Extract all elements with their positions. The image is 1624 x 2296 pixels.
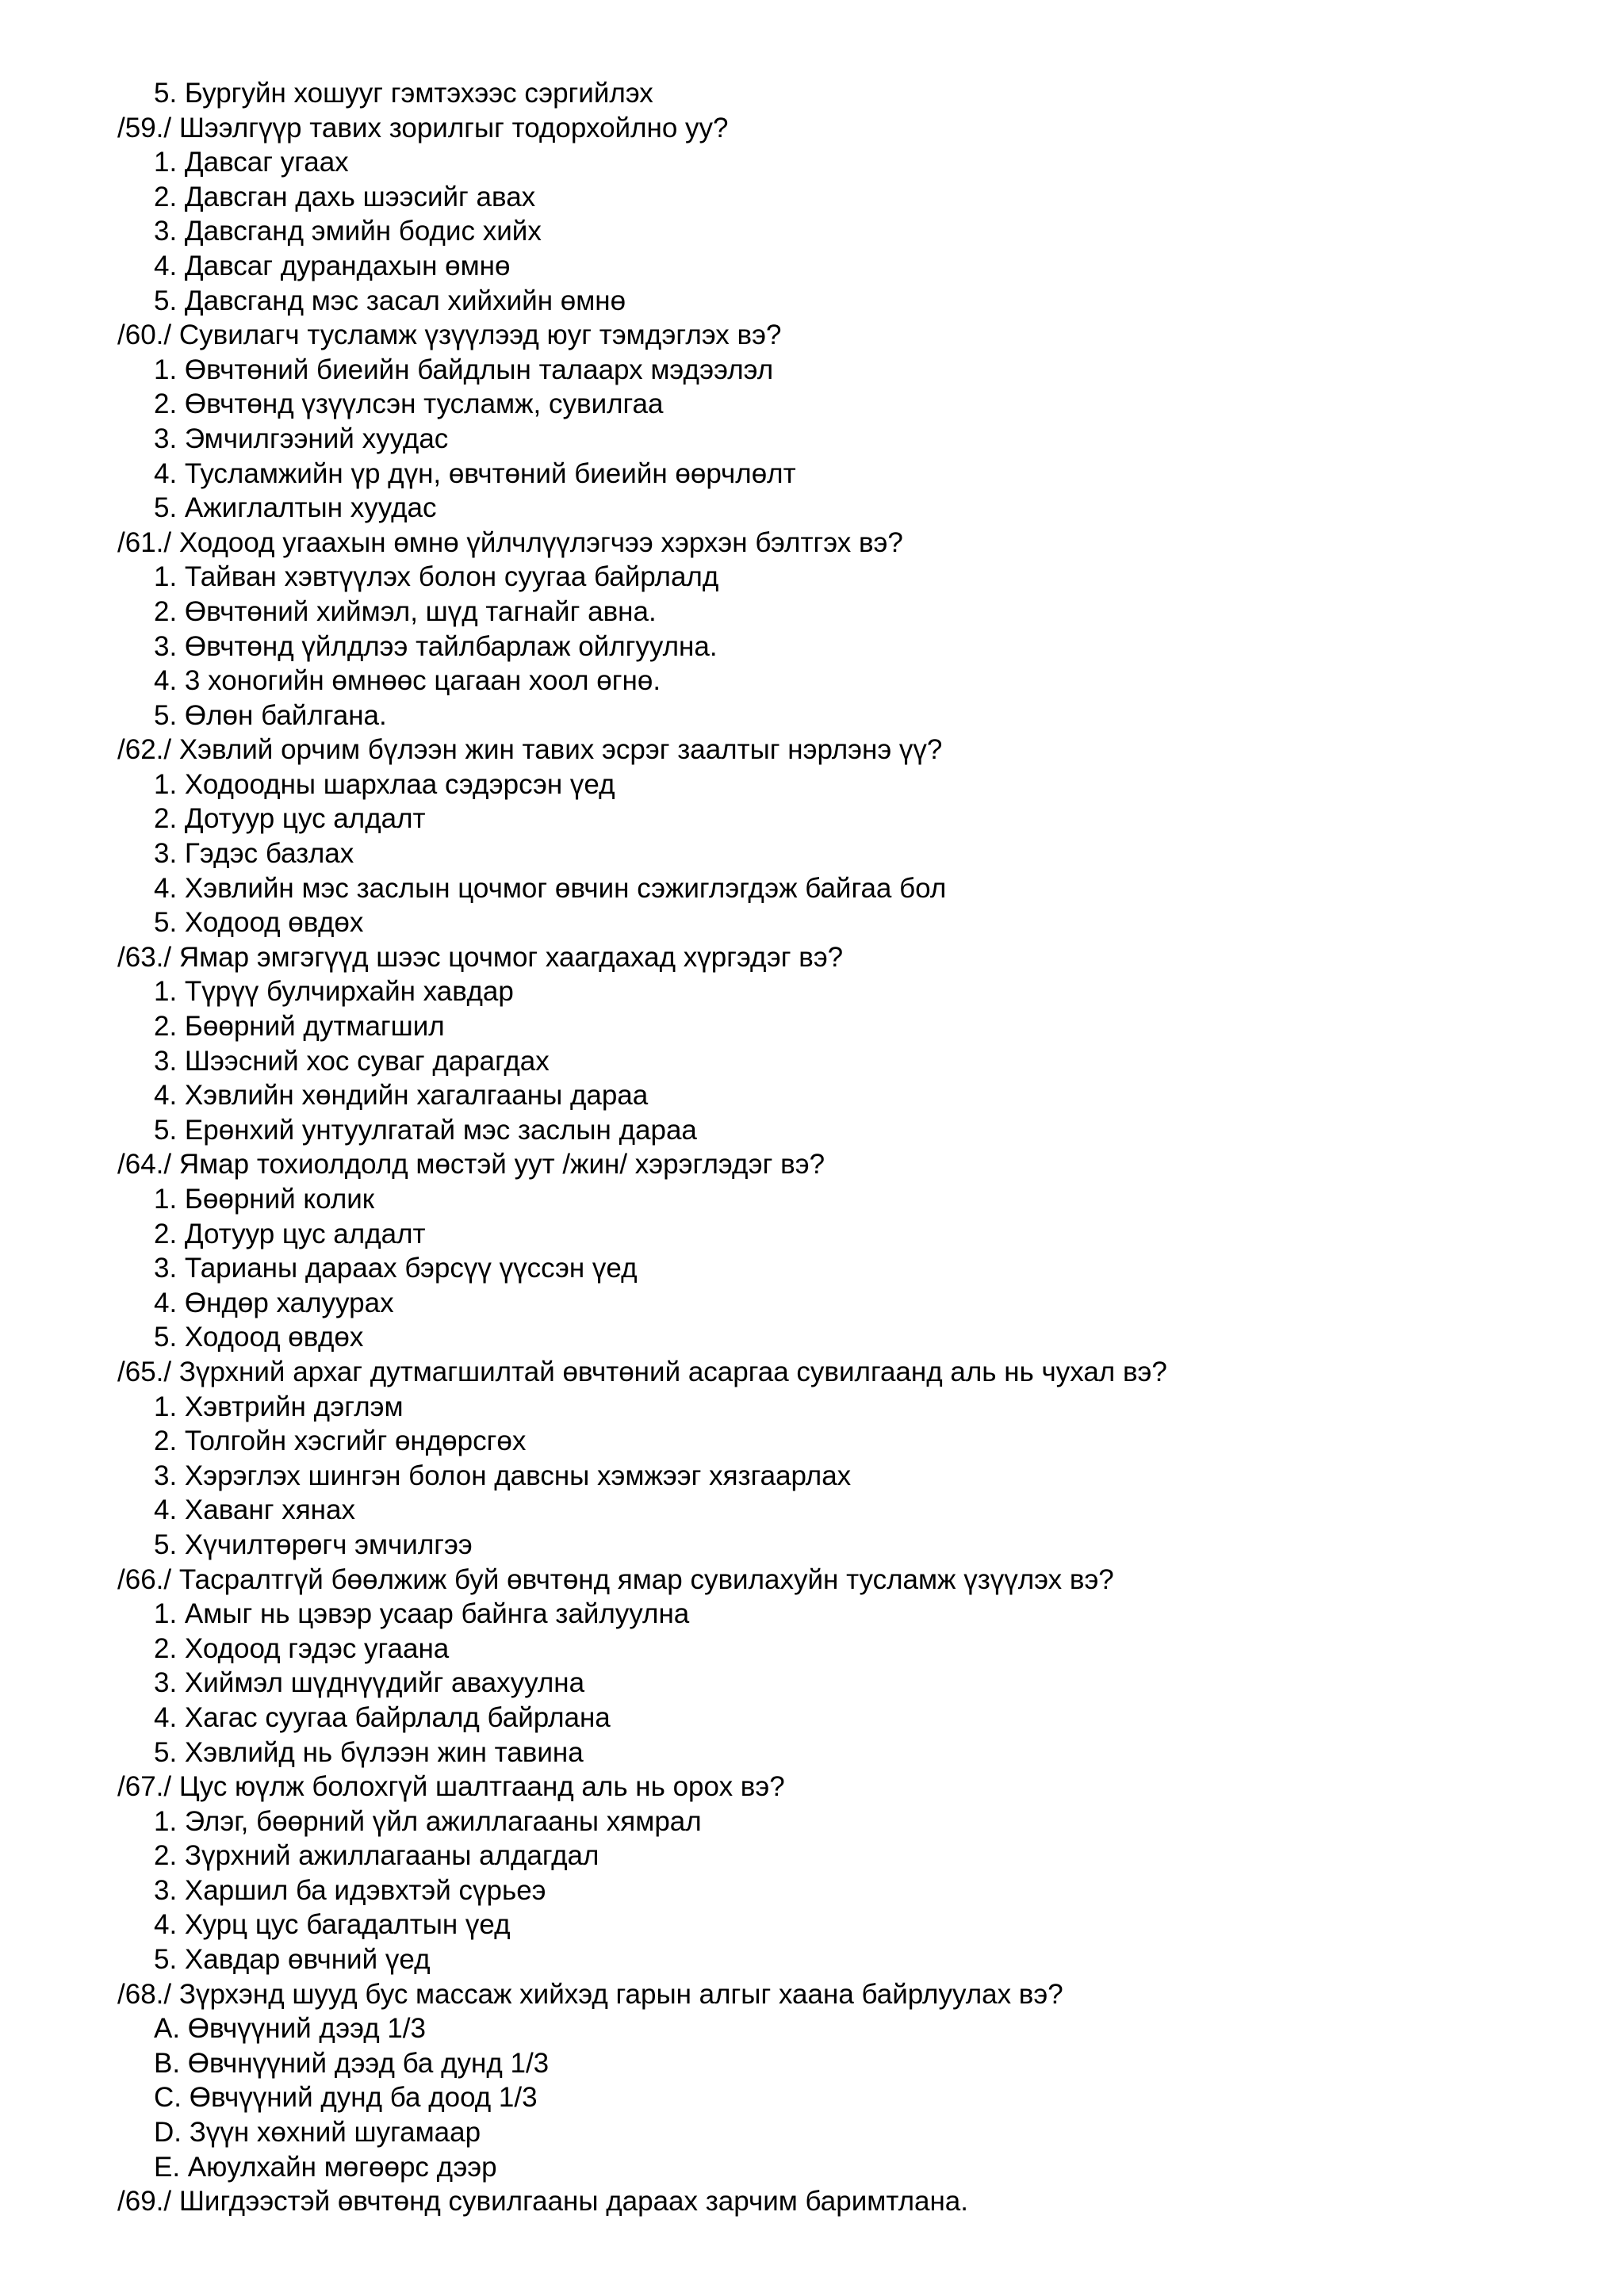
answer-option: C. Өвчүүний дунд ба доод 1/3 xyxy=(154,2082,538,2114)
answer-option: 1. Бөөрний колик xyxy=(154,1184,375,1215)
question-line: /64./ Ямар тохиолдолд мөстэй уут /жин/ хэрэглэдэг вэ? xyxy=(117,1149,825,1181)
answer-option: 1. Түрүү булчирхайн хавдар xyxy=(154,976,514,1008)
answer-option: 5. Бургуйн хошууг гэмтэхээс сэргийлэх xyxy=(154,78,653,109)
answer-option: 1. Элэг, бөөрний үйл ажиллагааны хямрал xyxy=(154,1805,702,1837)
answer-option: A. Өвчүүний дээд 1/3 xyxy=(154,2013,426,2045)
answer-option: 2. Дотуур цус алдалт xyxy=(154,803,426,835)
answer-option: 2. Өвчтөний хиймэл, шүд тагнайг авна. xyxy=(154,595,657,627)
answer-option: 4. 3 хоногийн өмнөөс цагаан хоол өгнө. xyxy=(154,665,661,697)
answer-option: 4. Хаванг хянах xyxy=(154,1494,355,1526)
question-line: /67./ Цус юүлж болохгүй шалтгаанд аль нь орох вэ? xyxy=(117,1771,785,1803)
answer-option: B. Өвчнүүний дээд ба дунд 1/3 xyxy=(154,2047,550,2079)
question-line: /66./ Тасралтгүй бөөлжиж буй өвчтөнд ямар сувилахуйн тусламж үзүүлэх вэ? xyxy=(117,1563,1114,1595)
answer-option: 5. Ходоод өвдөх xyxy=(154,1322,364,1353)
answer-option: 3. Шээсний хос суваг дарагдах xyxy=(154,1045,550,1077)
answer-option: 2. Дотуур цус алдалт xyxy=(154,1218,426,1249)
answer-option: 4. Хэвлийн хөндийн хагалгааны дараа xyxy=(154,1080,649,1112)
answer-option: 5. Давсганд мэс засал хийхийн өмнө xyxy=(154,285,626,316)
answer-option: 3. Давсганд эмийн бодис хийх xyxy=(154,216,542,247)
answer-option: 5. Хүчилтөрөгч эмчилгээ xyxy=(154,1529,473,1560)
answer-option: 2. Толгойн хэсгийг өндөрсгөх xyxy=(154,1425,527,1457)
answer-option: E. Аюулхайн мөгөөрс дээр xyxy=(154,2151,497,2183)
answer-option: 3. Хиймэл шүднүүдийг авахуулна xyxy=(154,1667,585,1699)
question-line: /68./ Зүрхэнд шууд бус массаж хийхэд гарын алгыг хаана байрлуулах вэ? xyxy=(117,1978,1063,2010)
answer-option: 4. Хурц цус багадалтын үед xyxy=(154,1909,511,1941)
answer-option: 3. Хэрэглэх шингэн болон давсны хэмжээг хязгаарлах xyxy=(154,1460,852,1491)
answer-option: 5. Хавдар өвчний үед xyxy=(154,1944,431,1976)
answer-option: 3. Гэдэс базлах xyxy=(154,838,354,870)
answer-option: 1. Ходоодны шархлаа сэдэрсэн үед xyxy=(154,768,615,800)
answer-option: 3. Эмчилгээний хуудас xyxy=(154,423,449,454)
answer-option: 3. Өвчтөнд үйлдлээ тайлбарлаж ойлгуулна. xyxy=(154,630,718,662)
answer-option: 4. Хагас суугаа байрлалд байрлана xyxy=(154,1701,611,1733)
answer-option: 4. Хэвлийн мэс заслын цочмог өвчин сэжиглэгдэж байгаа бол xyxy=(154,872,947,904)
answer-option: 3. Тарианы дараах бэрсүү үүссэн үед xyxy=(154,1253,638,1284)
answer-option: 5. Ходоод өвдөх xyxy=(154,907,364,939)
question-line: /60./ Сувилагч тусламж үзүүлээд юуг тэмдэглэх вэ? xyxy=(117,320,782,351)
question-line: /61./ Ходоод угаахын өмнө үйлчлүүлэгчээ хэрхэн бэлтгэх вэ? xyxy=(117,526,903,558)
question-line: /62./ Хэвлий орчим бүлээн жин тавих эсрэг заалтыг нэрлэнэ үү? xyxy=(117,734,943,766)
answer-option: 1. Давсаг угаах xyxy=(154,147,349,178)
answer-option: 2. Зүрхний ажиллагааны алдагдал xyxy=(154,1840,599,1872)
question-line: /63./ Ямар эмгэгүүд шээс цочмог хаагдахад хүргэдэг вэ? xyxy=(117,941,844,973)
answer-option: 4. Давсаг дурандахын өмнө xyxy=(154,250,511,281)
answer-option: 5. Өлөн байлгана. xyxy=(154,699,387,731)
answer-option: 2. Бөөрний дутмагшил xyxy=(154,1011,445,1043)
answer-option: 5. Хэвлийд нь бүлээн жин тавина xyxy=(154,1736,584,1768)
question-line: /59./ Шээлгүүр тавих зорилгыг тодорхойлно уу? xyxy=(117,112,729,144)
answer-option: 3. Харшил ба идэвхтэй сүрьеэ xyxy=(154,1874,546,1906)
question-list xyxy=(0,76,1624,2219)
question-line: /69./ Шигдээстэй өвчтөнд сувилгааны дараах зарчим баримтлана. xyxy=(117,2186,968,2218)
answer-option: 1. Тайван хэвтүүлэх болон суугаа байрлалд xyxy=(154,561,719,593)
answer-option: 5. Ажиглалтын хуудас xyxy=(154,492,437,524)
answer-option: 2. Өвчтөнд үзүүлсэн тусламж, сувилгаа xyxy=(154,388,664,420)
answer-option: 4. Тусламжийн үр дүн, өвчтөний биеийн өөрчлөлт xyxy=(154,457,796,489)
answer-option: 4. Өндөр халуурах xyxy=(154,1287,394,1318)
answer-option: 1. Өвчтөний биеийн байдлын талаарх мэдээлэл xyxy=(154,354,774,385)
answer-option: 1. Амыг нь цэвэр усаар байнга зайлуулна xyxy=(154,1598,690,1630)
answer-option: 2. Ходоод гэдэс угаана xyxy=(154,1632,450,1664)
answer-option: 2. Давсган дахь шээсийг авах xyxy=(154,181,536,212)
answer-option: D. Зүүн хөхний шугамаар xyxy=(154,2117,481,2149)
answer-option: 1. Хэвтрийн дэглэм xyxy=(154,1391,404,1422)
question-line: /65./ Зүрхний архаг дутмагшилтай өвчтөний асаргаа сувилгаанд аль нь чухал вэ? xyxy=(117,1356,1167,1387)
answer-option: 5. Ерөнхий унтуулгатай мэс заслын дараа xyxy=(154,1114,697,1146)
